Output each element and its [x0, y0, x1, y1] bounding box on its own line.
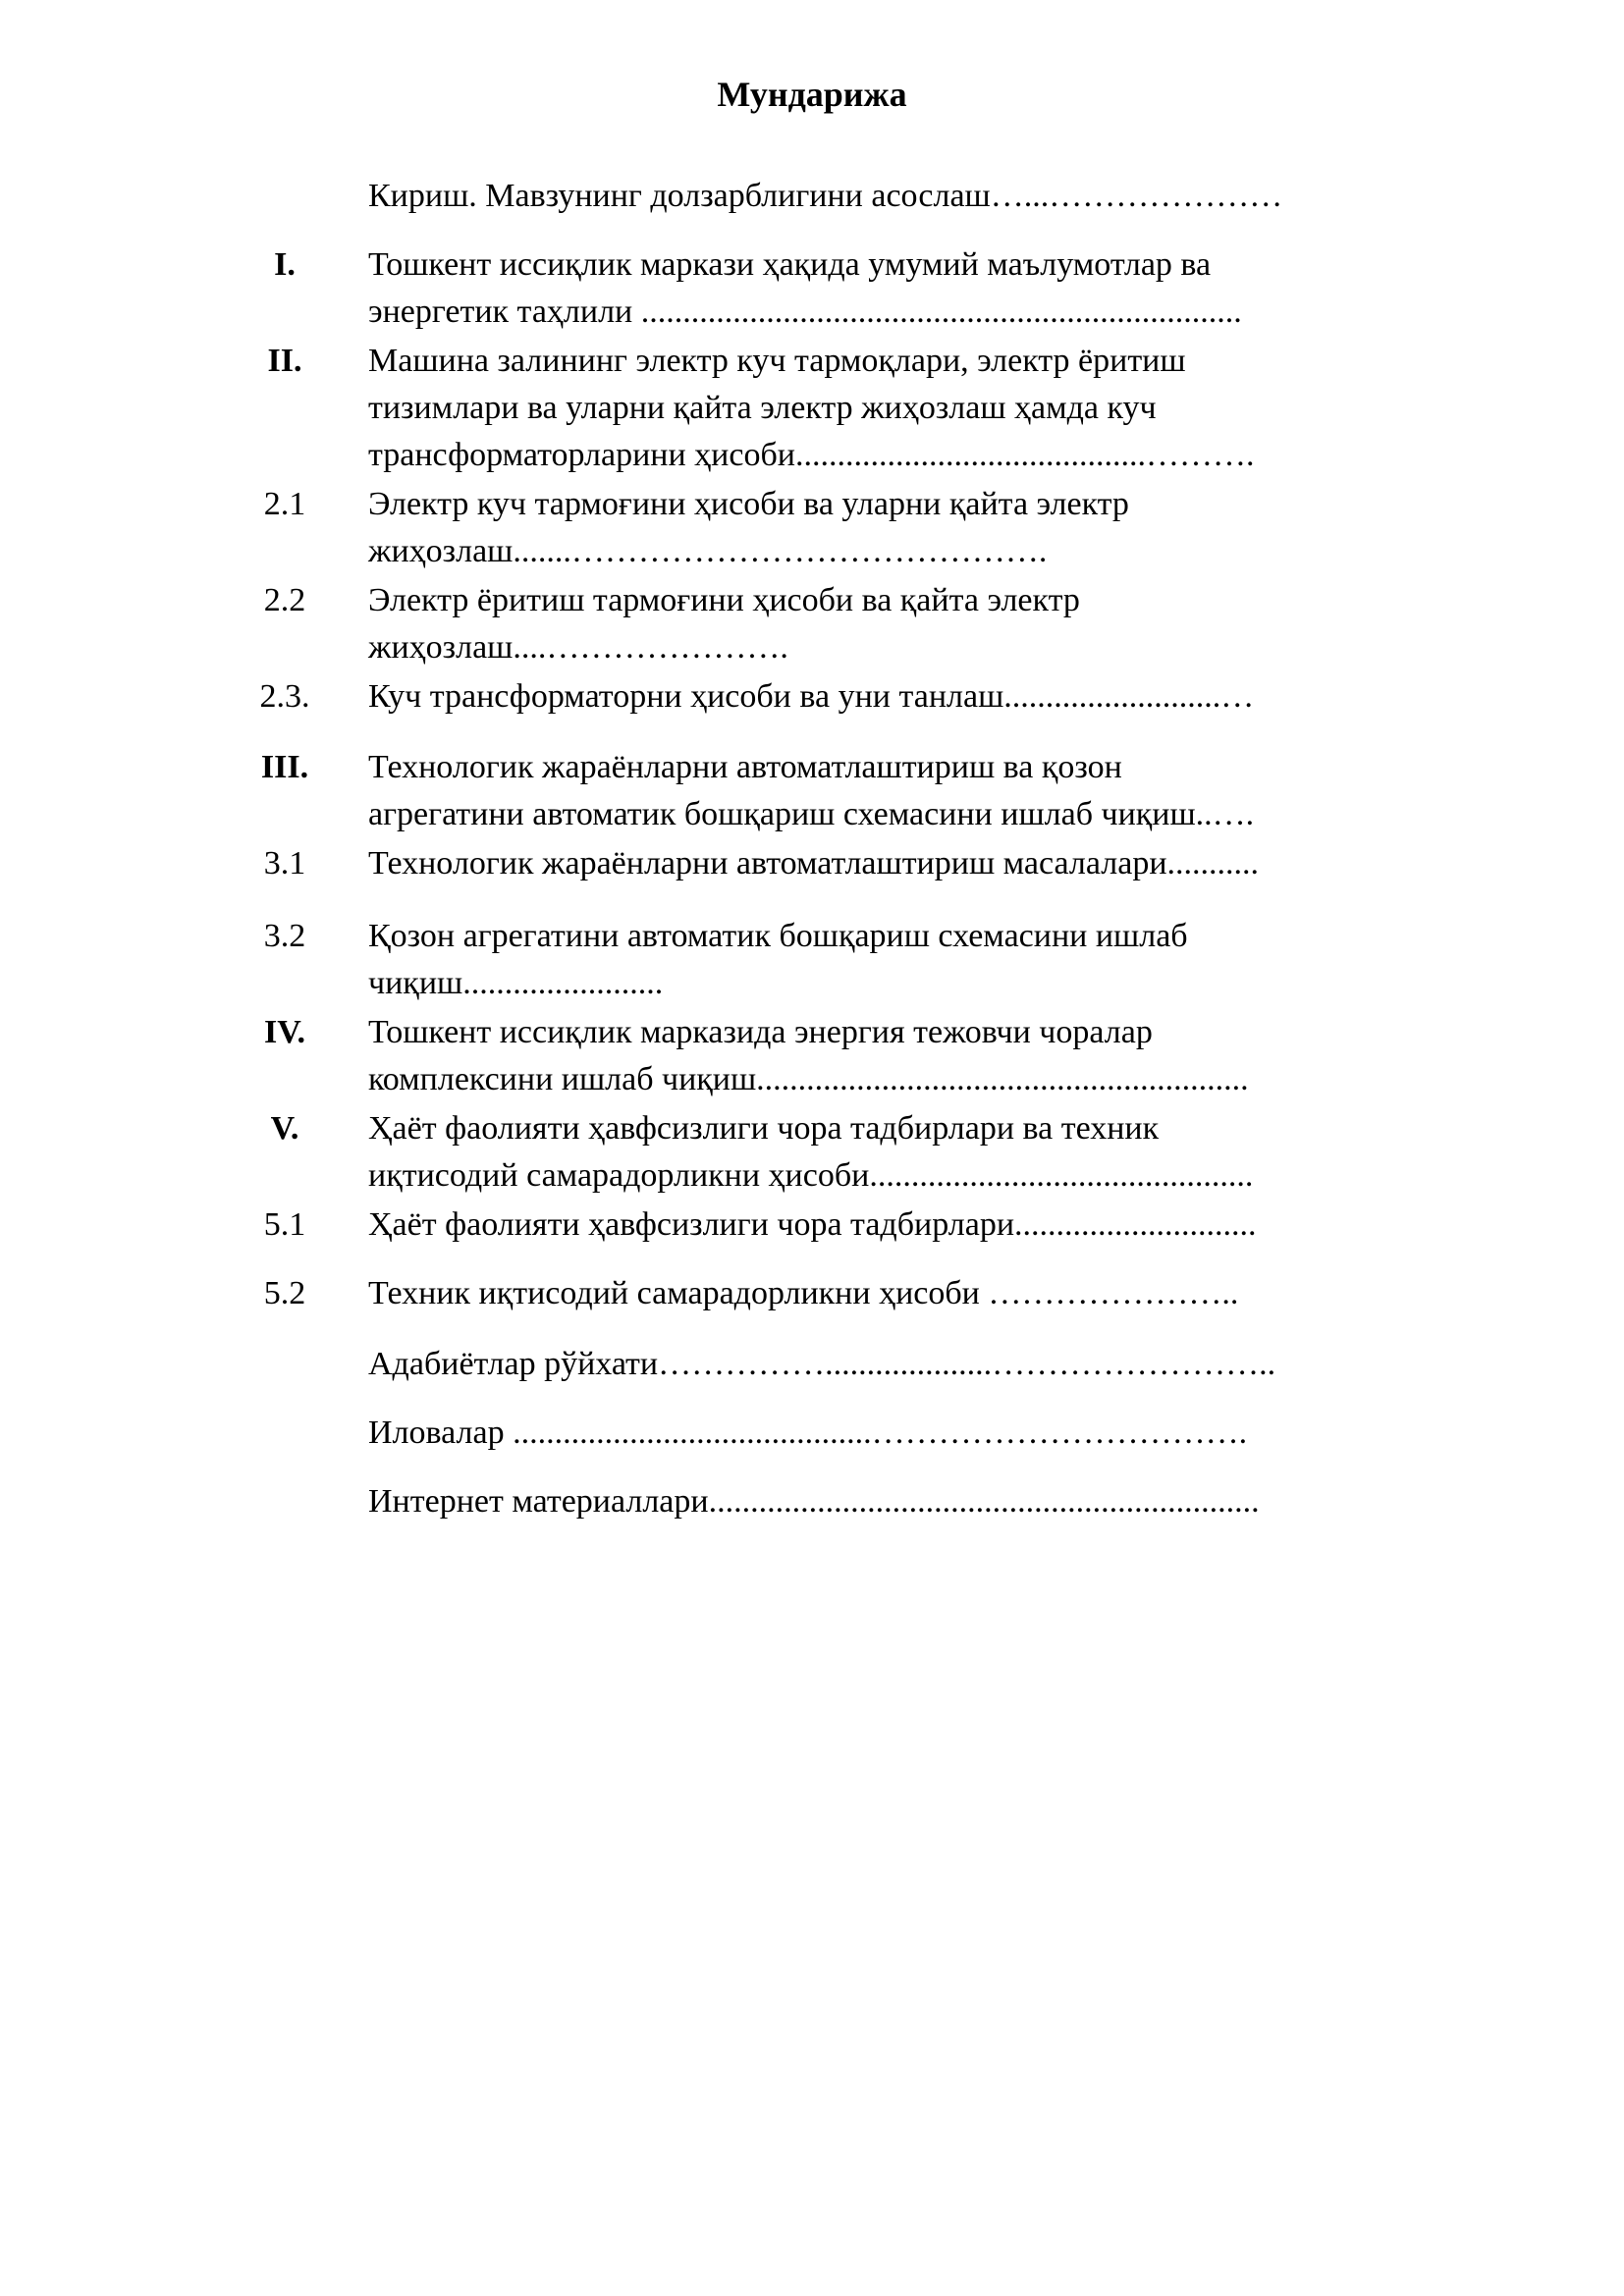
toc-entry-number: 5.1 — [263, 1206, 306, 1243]
toc-entry-number: 2.2 — [263, 582, 306, 618]
toc-entry-text: Куч трансформаторни ҳисоби ва уни танлаш..........................… — [368, 678, 1255, 715]
toc-entry-number: III. — [260, 749, 309, 785]
toc-entry-number: II. — [267, 343, 302, 379]
toc-entry-text: Тошкент иссиқлик маркази ҳақида умумий маълумотлар ва энергетик таҳлили ........................................................................ — [368, 246, 1242, 330]
toc-entry-number: 2.1 — [263, 486, 306, 522]
toc-entry-text: Ҳаёт фаолияти ҳавфсизлиги чора тадбирлари ва техник иқтисодий самарадорликни ҳисоби.............................................. — [368, 1110, 1254, 1194]
toc-entry-text: Электр ёритиш тармоғини ҳисоби ва қайта электр жиҳозлаш....…………………. — [368, 582, 1080, 666]
toc-entry-number: 3.1 — [263, 845, 306, 881]
toc-entry-text: Электр куч тармоғини ҳисоби ва уларни қайта электр жиҳозлаш.......……………………………………. — [368, 486, 1129, 569]
toc-entry-number: 3.2 — [263, 918, 306, 954]
toc-entry-text: Техник иқтисодий самарадорликни ҳисоби ………………….. — [368, 1275, 1239, 1311]
toc-entry-text: Ҳаёт фаолияти ҳавфсизлиги чора тадбирлари............................. — [368, 1206, 1257, 1243]
toc-entry-number: 5.2 — [263, 1275, 306, 1311]
toc-entry-text: Адабиётлар рўйхати……………....................…………………….. — [368, 1346, 1276, 1382]
toc-entry-number: V. — [270, 1110, 299, 1147]
toc-entry-text: Иловалар ...........................................……………………………. — [368, 1415, 1248, 1451]
toc-entry-number: I. — [274, 246, 296, 283]
toc-entry-text: Интернет материаллари.................................................................. — [368, 1483, 1260, 1520]
toc-entry-number: 2.3. — [259, 678, 310, 715]
toc-entry-text: Технологик жараёнларни автоматлаштириш масалалари........... — [368, 845, 1260, 881]
toc-entry-number: IV. — [264, 1014, 305, 1050]
toc-entry-text: Технологик жараёнларни автоматлаштириш ва қозон агрегатини автоматик бошқариш схемасини ишлаб чиқиш..…. — [368, 749, 1255, 832]
toc-entry-text: Машина залининг электр куч тармоқлари, электр ёритиш тизимлари ва уларни қайта электр жиҳозлаш ҳамда куч трансформаторларини ҳисоби..........................................………. — [368, 343, 1255, 473]
toc-entry-text: Кириш. Мавзунинг долзарблигини асослаш…...………………… — [368, 178, 1283, 214]
toc-entry-text: Қозон агрегатини автоматик бошқариш схемасини ишлаб чиқиш........................ — [368, 918, 1188, 1001]
page-title: Мундарижа — [717, 75, 907, 114]
toc-entry-text: Тошкент иссиқлик марказида энергия тежовчи чоралар комплексини ишлаб чиқиш........................................................... — [368, 1014, 1249, 1097]
